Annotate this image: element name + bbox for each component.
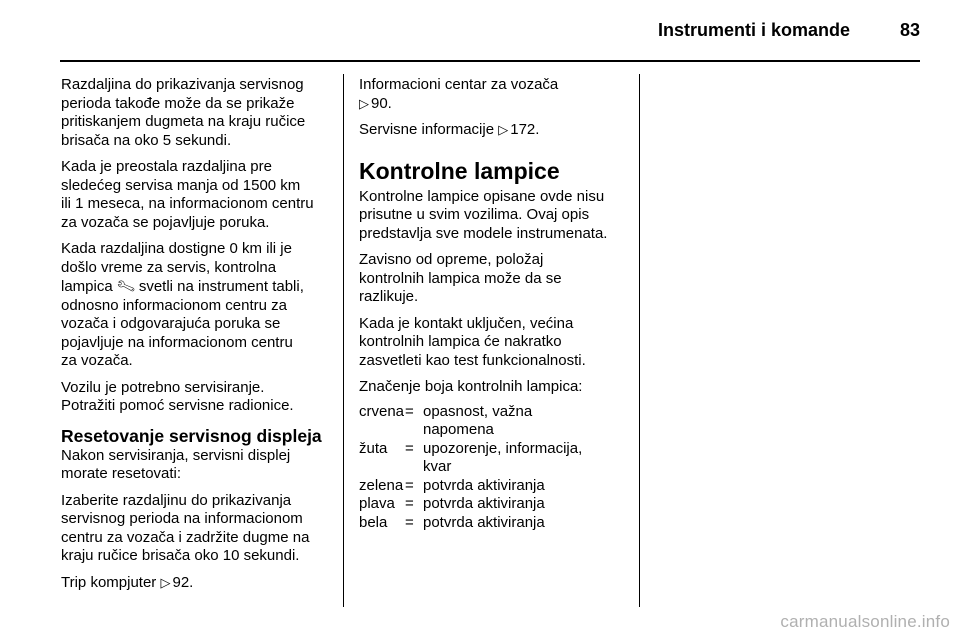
legend-row [359, 514, 623, 533]
legend-color-name: žuta [359, 439, 388, 457]
legend-meaning: upozorenje, informacija, kvar [423, 439, 583, 475]
legend-row [359, 477, 623, 496]
paragraph-indicators-position: Zavisno od opreme, položaj kontrolnih lampica može da se razlikuje. [359, 251, 562, 305]
legend-color-name: zelena [359, 476, 404, 494]
legend-color-name: bela [359, 513, 388, 531]
legend-meaning: potvrda aktiviranja [423, 495, 545, 512]
legend-meaning: opasnost, važna napomena [423, 402, 533, 438]
legend-equals: = [405, 402, 414, 420]
legend-equals: = [405, 476, 414, 494]
legend-row [359, 495, 623, 514]
paragraph-service-due: Kada razdaljina dostigne 0 km ili je došlo vreme za servis, kontrolna lampica 🔧︎ svetli na instrument tabli, odnosno informacionom centru za vozača i odgovarajuća poruka se pojavljuje na informacionom centru za vozača. [61, 240, 304, 369]
legend-color-name: plava [359, 495, 395, 512]
legend-equals: = [405, 513, 414, 531]
watermark-text: carmanualsonline.info [780, 612, 950, 631]
color-legend-table [359, 403, 623, 533]
page-header-title: Instrumenti i komande [657, 20, 850, 40]
section-subheading-reset: Resetovanje servisnog displeja [61, 425, 322, 446]
paragraph-remaining-distance: Kada je preostala razdaljina pre sledećeg servisa manja od 1500 km ili 1 meseca, na informacionom centru za vozača se pojavljuje poruka. [61, 158, 314, 231]
left-column [61, 76, 331, 600]
legend-meaning: potvrda aktiviranja [423, 513, 545, 531]
paragraph-indicators-test: Kada je kontakt uključen, većina kontrolnih lampica će nakratko zasvetleti kao test funkcionalnosti. [359, 314, 586, 369]
paragraph-indicators-intro: Kontrolne lampice opisane ovde nisu prisutne u svim vozilima. Ovaj opis predstavlja sve modele instrumenata. [359, 187, 608, 242]
legend-row [359, 440, 623, 477]
legend-equals: = [405, 495, 414, 512]
column-divider-left [343, 74, 344, 607]
cross-reference-trip-computer[interactable]: Trip kompjuter ▷ 92. [61, 573, 194, 591]
legend-color-name: crvena [359, 402, 405, 420]
paragraph-color-meaning: Značenje boja kontrolnih lampica: [359, 378, 583, 395]
page-reference-icon: ▷ [160, 574, 171, 590]
section-heading-control-indicators: Kontrolne lampice [359, 157, 560, 184]
paragraph-service-needed: Vozilu je potrebno servisiranje. Potražiti pomoć servisne radionice. [61, 378, 294, 414]
header-divider [60, 60, 920, 62]
cross-reference-driver-info-centre[interactable]: Informacioni centar za vozača ▷ 90. [359, 76, 559, 112]
legend-equals: = [405, 439, 414, 457]
page-reference-icon: ▷ [498, 122, 509, 137]
page-reference-icon: ▷ [359, 95, 369, 111]
legend-meaning: potvrda aktiviranja [423, 476, 545, 494]
paragraph-service-distance-display: Razdaljina do prikazivanja servisnog perioda takođe može da se prikaže pritiskanjem dugmeta na kraju ručice brisača na oko 5 sekundi. [61, 76, 306, 149]
wrench-icon: 🔧︎ [114, 275, 137, 297]
paragraph-reset-steps: Izaberite razdaljinu do prikazivanja servisnog perioda na informacionom centru za vozača i zadržite dugme na kraju ručice brisača oko 10 sekundi. [61, 491, 310, 564]
column-divider-right [639, 74, 640, 607]
middle-column [359, 76, 627, 532]
paragraph-reset-intro: Nakon servisiranja, servisni displej morate resetovati: [61, 446, 291, 482]
cross-reference-service-info[interactable]: Servisne informacije ▷ 172. [359, 121, 540, 138]
legend-row [359, 403, 623, 440]
page-number: 83 [899, 20, 920, 40]
